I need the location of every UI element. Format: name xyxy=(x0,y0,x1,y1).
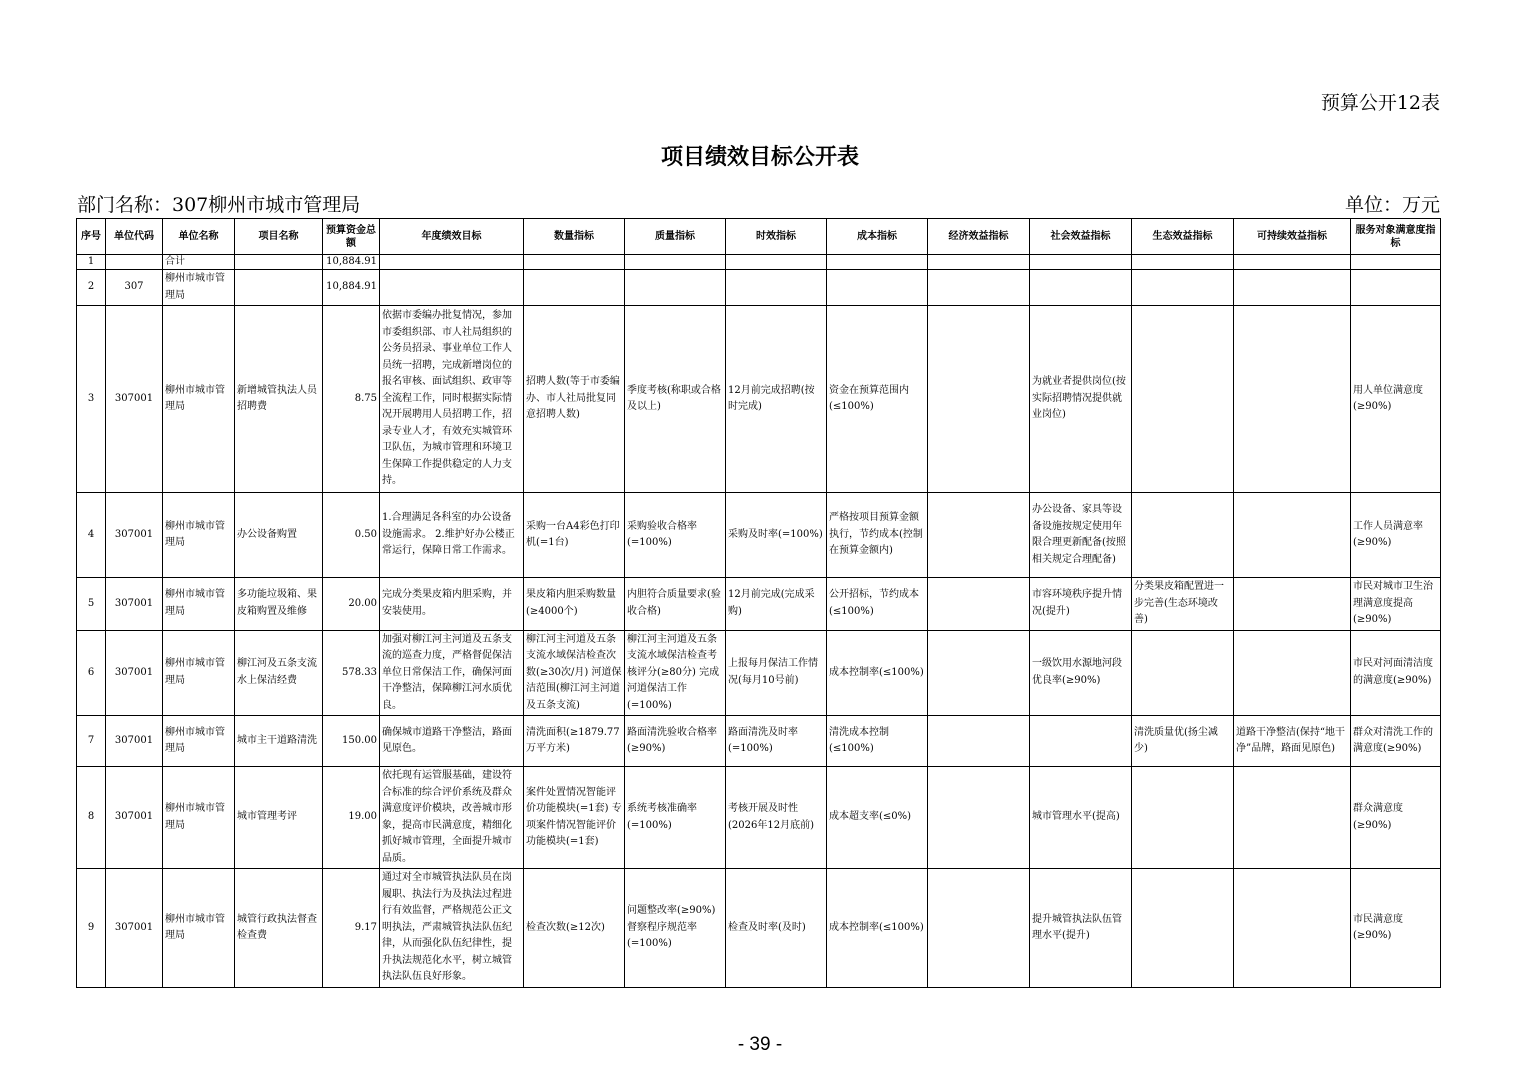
table-cell: 成本超支率(≤0%) xyxy=(827,767,928,869)
header-cell: 质量指标 xyxy=(625,219,726,255)
table-cell: 完成分类果皮箱内胆采购，并安装使用。 xyxy=(380,578,524,631)
table-cell: 内胆符合质量要求(验收合格) xyxy=(625,578,726,631)
table-cell: 市民对城市卫生治理满意度提高(≥90%) xyxy=(1351,578,1441,631)
table-cell: 5 xyxy=(77,578,106,631)
table-cell xyxy=(1132,869,1234,988)
header-cell: 服务对象满意度指标 xyxy=(1351,219,1441,255)
header-cell: 年度绩效目标 xyxy=(380,219,524,255)
header-cell: 项目名称 xyxy=(235,219,323,255)
table-cell: 工作人员满意率(≥90%) xyxy=(1351,493,1441,578)
table-cell: 柳州市城市管理局 xyxy=(163,306,235,493)
table-cell: 市民满意度(≥90%) xyxy=(1351,869,1441,988)
table-cell: 8 xyxy=(77,767,106,869)
table-cell: 城市管理水平(提高) xyxy=(1030,767,1132,869)
table-cell: 采购一台A4彩色打印机(=1台) xyxy=(524,493,625,578)
header-cell: 可持续效益指标 xyxy=(1234,219,1351,255)
header-cell: 时效指标 xyxy=(726,219,827,255)
table-cell: 柳州市城市管理局 xyxy=(163,869,235,988)
table-cell xyxy=(928,716,1030,767)
header-cell: 经济效益指标 xyxy=(928,219,1030,255)
table-cell xyxy=(1234,270,1351,306)
table-cell: 成本控制率(≤100%) xyxy=(827,630,928,716)
table-row xyxy=(77,767,1441,869)
table-cell: 清洗质量优(扬尘减少) xyxy=(1132,716,1234,767)
table-cell: 确保城市道路干净整洁，路面见原色。 xyxy=(380,716,524,767)
table-cell: 招聘人数(等于市委编办、市人社局批复同意招聘人数) xyxy=(524,306,625,493)
header-cell: 数量指标 xyxy=(524,219,625,255)
table-cell xyxy=(1351,270,1441,306)
table-row xyxy=(77,869,1441,988)
table-cell: 柳江河及五条支流水上保洁经费 xyxy=(235,630,323,716)
page-number: - 39 - xyxy=(737,1034,783,1055)
header-cell: 单位代码 xyxy=(106,219,163,255)
table-cell xyxy=(928,869,1030,988)
table-cell xyxy=(1234,869,1351,988)
table-cell: 资金在预算范围内(≤100%) xyxy=(827,306,928,493)
table-cell: 用人单位满意度(≥90%) xyxy=(1351,306,1441,493)
table-row xyxy=(77,270,1441,306)
table-cell: 为就业者提供岗位(按实际招聘情况提供就业岗位) xyxy=(1030,306,1132,493)
table-cell: 柳江河主河道及五条支流水域保洁检查次数(≥30次/月) 河道保洁范围(柳江河主河道及五条支流) xyxy=(524,630,625,716)
table-cell: 成本控制率(≤100%) xyxy=(827,869,928,988)
table-cell xyxy=(524,270,625,306)
table-cell xyxy=(1234,493,1351,578)
table-cell xyxy=(1132,255,1234,270)
table-cell: 分类果皮箱配置进一步完善(生态环境改善) xyxy=(1132,578,1234,631)
table-cell: 6 xyxy=(77,630,106,716)
table-cell: 严格按项目预算金额执行，节约成本(控制在预算金额内) xyxy=(827,493,928,578)
table-cell xyxy=(1132,306,1234,493)
table-cell xyxy=(1234,630,1351,716)
table-cell xyxy=(1132,493,1234,578)
table-cell: 柳州市城市管理局 xyxy=(163,493,235,578)
table-cell: 1 xyxy=(77,255,106,270)
table-cell xyxy=(928,306,1030,493)
table-cell xyxy=(1351,255,1441,270)
table-cell xyxy=(726,270,827,306)
table-cell: 柳州市城市管理局 xyxy=(163,630,235,716)
table-cell: 9 xyxy=(77,869,106,988)
table-cell xyxy=(235,255,323,270)
table-cell: 提升城管执法队伍管理水平(提升) xyxy=(1030,869,1132,988)
table-cell xyxy=(1234,255,1351,270)
table-body xyxy=(77,255,1441,988)
performance-target-table xyxy=(76,218,1441,988)
table-cell xyxy=(726,255,827,270)
table-cell xyxy=(380,255,524,270)
table-cell: 8.75 xyxy=(323,306,380,493)
table-cell xyxy=(1132,767,1234,869)
table-cell: 市容环境秩序提升情况(提升) xyxy=(1030,578,1132,631)
table-cell: 10,884.91 xyxy=(323,255,380,270)
table-cell: 合计 xyxy=(163,255,235,270)
table-cell: 柳州市城市管理局 xyxy=(163,578,235,631)
table-cell xyxy=(928,767,1030,869)
table-cell: 案件处置情况智能评价功能模块(=1套) 专项案件情况智能评价功能模块(=1套) xyxy=(524,767,625,869)
table-cell: 多功能垃圾箱、果皮箱购置及维修 xyxy=(235,578,323,631)
table-cell: 1.合理满足各科室的办公设备设施需求。 2.维护好办公楼正常运行，保障日常工作需求。 xyxy=(380,493,524,578)
table-cell: 清洗成本控制(≤100%) xyxy=(827,716,928,767)
table-cell: 柳州市城市管理局 xyxy=(163,270,235,306)
table-cell: 采购验收合格率(=100%) xyxy=(625,493,726,578)
table-cell: 307001 xyxy=(106,306,163,493)
table-cell: 307001 xyxy=(106,578,163,631)
table-cell: 考核开展及时性(2026年12月底前) xyxy=(726,767,827,869)
header-cell: 社会效益指标 xyxy=(1030,219,1132,255)
table-cell xyxy=(524,255,625,270)
table-cell: 307 xyxy=(106,270,163,306)
table-cell: 0.50 xyxy=(323,493,380,578)
table-cell xyxy=(1234,578,1351,631)
table-cell xyxy=(380,270,524,306)
table-cell: 307001 xyxy=(106,767,163,869)
table-cell: 578.33 xyxy=(323,630,380,716)
table-cell: 新增城管执法人员招聘费 xyxy=(235,306,323,493)
table-cell xyxy=(928,270,1030,306)
table-cell: 城市主干道路清洗 xyxy=(235,716,323,767)
table-cell: 果皮箱内胆采购数量(≥4000个) xyxy=(524,578,625,631)
table-row xyxy=(77,493,1441,578)
table-cell: 系统考核准确率(=100%) xyxy=(625,767,726,869)
table-cell: 12月前完成(完成采购) xyxy=(726,578,827,631)
table-cell xyxy=(928,630,1030,716)
table-cell xyxy=(827,255,928,270)
table-header-row xyxy=(77,219,1441,255)
table-cell xyxy=(625,270,726,306)
table-cell: 问题整改率(≥90%) 督察程序规范率(=100%) xyxy=(625,869,726,988)
table-cell xyxy=(1234,767,1351,869)
table-cell: 公开招标，节约成本(≤100%) xyxy=(827,578,928,631)
table-cell: 柳江河主河道及五条支流水域保洁检查考核评分(≥80分) 完成河道保洁工作(=100%) xyxy=(625,630,726,716)
table-cell: 4 xyxy=(77,493,106,578)
table-cell: 10,884.91 xyxy=(323,270,380,306)
header-cell: 序号 xyxy=(77,219,106,255)
table-cell: 150.00 xyxy=(323,716,380,767)
table-cell: 12月前完成招聘(按时完成) xyxy=(726,306,827,493)
table-cell: 9.17 xyxy=(323,869,380,988)
table-cell: 20.00 xyxy=(323,578,380,631)
table-cell: 采购及时率(=100%) xyxy=(726,493,827,578)
header-cell: 预算资金总额 xyxy=(323,219,380,255)
table-cell xyxy=(1030,716,1132,767)
table-cell: 307001 xyxy=(106,493,163,578)
table-cell: 19.00 xyxy=(323,767,380,869)
table-cell xyxy=(1132,270,1234,306)
table-cell: 上报每月保洁工作情况(每月10号前) xyxy=(726,630,827,716)
page-title: 项目绩效目标公开表 xyxy=(660,145,859,170)
table-cell: 季度考核(称职或合格及以上) xyxy=(625,306,726,493)
table-cell: 城市管理考评 xyxy=(235,767,323,869)
table-cell xyxy=(928,493,1030,578)
table-cell: 2 xyxy=(77,270,106,306)
table-cell: 路面清洗及时率(=100%) xyxy=(726,716,827,767)
table-row xyxy=(77,716,1441,767)
table-cell: 城管行政执法督查检查费 xyxy=(235,869,323,988)
table-cell xyxy=(928,578,1030,631)
table-cell xyxy=(827,270,928,306)
table-cell: 3 xyxy=(77,306,106,493)
table-cell xyxy=(928,255,1030,270)
header-cell: 生态效益指标 xyxy=(1132,219,1234,255)
table-row xyxy=(77,306,1441,493)
table-cell: 一级饮用水源地河段优良率(≥90%) xyxy=(1030,630,1132,716)
table-row xyxy=(77,255,1441,270)
table-cell: 道路干净整洁(保持“地干净”品牌，路面见原色) xyxy=(1234,716,1351,767)
table-cell: 7 xyxy=(77,716,106,767)
table-cell: 办公设备购置 xyxy=(235,493,323,578)
table-cell: 检查次数(≥12次) xyxy=(524,869,625,988)
form-number: 预算公开12表 xyxy=(1320,92,1440,114)
table-cell: 检查及时率(及时) xyxy=(726,869,827,988)
table-cell: 路面清洗验收合格率(≥90%) xyxy=(625,716,726,767)
table-row xyxy=(77,578,1441,631)
table-cell: 通过对全市城管执法队员在岗履职、执法行为及执法过程进行有效监督，严格规范公正文明执法，严肃城管执法队伍纪律，从而强化队伍纪律性，提升执法规范化水平，树立城管执法队伍良好形象。 xyxy=(380,869,524,988)
header-cell: 成本指标 xyxy=(827,219,928,255)
table-cell: 307001 xyxy=(106,716,163,767)
table-cell: 307001 xyxy=(106,630,163,716)
table-cell xyxy=(625,255,726,270)
table-cell xyxy=(1030,270,1132,306)
table-cell: 加强对柳江河主河道及五条支流的巡查力度，严格督促保洁单位日常保洁工作，确保河面干净整洁，保障柳江河水质优良。 xyxy=(380,630,524,716)
currency-unit: 单位：万元 xyxy=(1344,194,1440,216)
table-cell: 柳州市城市管理局 xyxy=(163,767,235,869)
table-cell: 柳州市城市管理局 xyxy=(163,716,235,767)
table-cell: 市民对河面清洁度的满意度(≥90%) xyxy=(1351,630,1441,716)
table-cell: 依托现有运管服基础，建设符合标准的综合评价系统及群众满意度评价模块，改善城市形象，提高市民满意度，精细化抓好城市管理，全面提升城市品质。 xyxy=(380,767,524,869)
table-cell xyxy=(235,270,323,306)
table-cell: 清洗面积(≥1879.77万平方米) xyxy=(524,716,625,767)
table-cell xyxy=(1030,255,1132,270)
table-cell: 307001 xyxy=(106,869,163,988)
department-name: 部门名称：307柳州市城市管理局 xyxy=(77,194,361,216)
table-row xyxy=(77,630,1441,716)
table-cell xyxy=(1132,630,1234,716)
table-cell xyxy=(1234,306,1351,493)
table-cell: 依据市委编办批复情况，参加市委组织部、市人社局组织的公务员招录、事业单位工作人员统一招聘，完成新增岗位的报名审核、面试组织、政审等全流程工作，同时根据实际情况开展聘用人员招聘工作，招录专业人才，有效充实城管环卫队伍，为城市管理和环境卫生保障工作提供稳定的人力支持。 xyxy=(380,306,524,493)
table-cell: 群众对清洗工作的满意度(≥90%) xyxy=(1351,716,1441,767)
header-cell: 单位名称 xyxy=(163,219,235,255)
table-cell xyxy=(106,255,163,270)
table-cell: 群众满意度(≥90%) xyxy=(1351,767,1441,869)
table-cell: 办公设备、家具等设备设施按规定使用年限合理更新配备(按照相关规定合理配备) xyxy=(1030,493,1132,578)
